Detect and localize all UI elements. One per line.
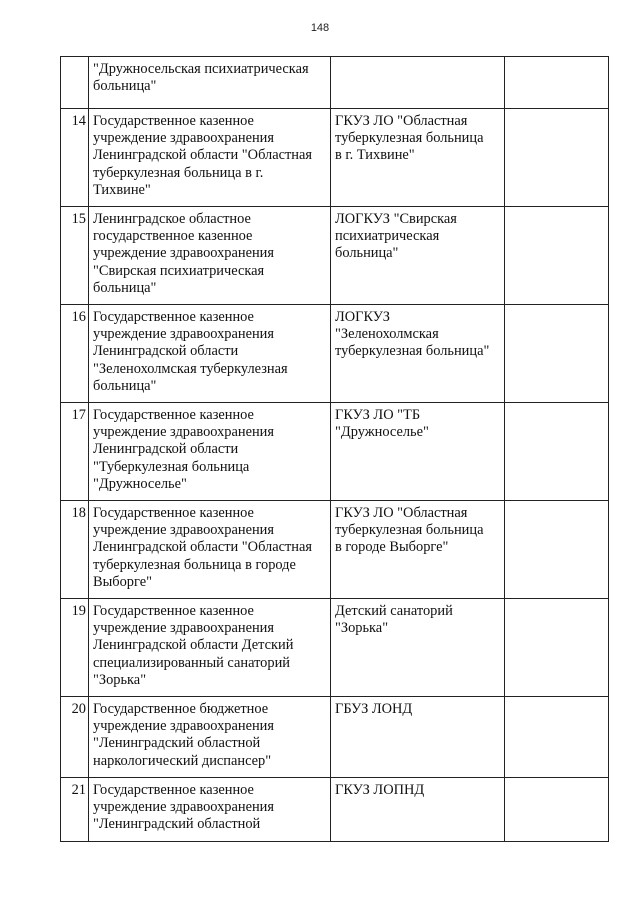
page-number: 148 (310, 22, 330, 34)
table-row (61, 207, 609, 305)
short-name-cell (331, 57, 505, 109)
full-name-cell (89, 403, 331, 501)
short-name-cell (331, 501, 505, 599)
row-number: 20 (61, 697, 89, 778)
row-number: 14 (61, 109, 89, 207)
full-name-cell (89, 305, 331, 403)
empty-cell (505, 403, 609, 501)
full-name-text: Государственное казенное учреждение здравоохранения Ленинградской области "Областная туберкулезная больница в городе Выборге" (93, 505, 312, 590)
short-name-text: ГКУЗ ЛОПНД (335, 782, 425, 798)
empty-cell (505, 599, 609, 697)
full-name-cell (89, 599, 331, 697)
short-name-text: Детский санаторий "Зорька" (335, 603, 453, 637)
full-name-cell (89, 57, 331, 109)
table-row (61, 109, 609, 207)
row-number: 19 (61, 599, 89, 697)
row-number: 17 (61, 403, 89, 501)
short-name-cell (331, 778, 505, 842)
full-name-cell (89, 697, 331, 778)
short-name-cell (331, 697, 505, 778)
institutions-table (60, 56, 609, 842)
row-number: 15 (61, 207, 89, 305)
short-name-cell (331, 109, 505, 207)
full-name-cell (89, 501, 331, 599)
short-name-text: ГБУЗ ЛОНД (335, 701, 413, 717)
short-name-text: ГКУЗ ЛО "Областная туберкулезная больница в г. Тихвине" (335, 113, 484, 164)
row-number: 16 (61, 305, 89, 403)
full-name-cell (89, 109, 331, 207)
full-name-text: "Дружносельская психиатрическая больница" (93, 61, 309, 95)
short-name-cell (331, 305, 505, 403)
full-name-cell (89, 207, 331, 305)
row-number (61, 57, 89, 109)
table-row (61, 403, 609, 501)
short-name-text: ЛОГКУЗ "Зеленохолмская туберкулезная больница" (335, 309, 490, 360)
short-name-cell (331, 403, 505, 501)
empty-cell (505, 501, 609, 599)
full-name-text: Государственное казенное учреждение здравоохранения Ленинградской области Детский специализированный санаторий "Зорька" (93, 603, 294, 688)
short-name-text: ГКУЗ ЛО "Областная туберкулезная больница в городе Выборге" (335, 505, 484, 556)
empty-cell (505, 109, 609, 207)
empty-cell (505, 778, 609, 842)
empty-cell (505, 57, 609, 109)
table-row (61, 697, 609, 778)
short-name-text: ГКУЗ ЛО "ТБ "Дружноселье" (335, 407, 429, 441)
full-name-text: Ленинградское областное государственное казенное учреждение здравоохранения "Свирская психиатрическая больница" (93, 211, 274, 296)
table-row (61, 57, 609, 109)
table-row (61, 305, 609, 403)
row-number: 21 (61, 778, 89, 842)
full-name-cell (89, 778, 331, 842)
full-name-text: Государственное казенное учреждение здравоохранения "Ленинградский областной (93, 782, 274, 833)
table-row (61, 599, 609, 697)
full-name-text: Государственное казенное учреждение здравоохранения Ленинградской области "Туберкулезная больница "Дружноселье" (93, 407, 274, 492)
empty-cell (505, 207, 609, 305)
table-row (61, 778, 609, 842)
row-number: 18 (61, 501, 89, 599)
full-name-text: Государственное бюджетное учреждение здравоохранения "Ленинградский областной наркологический диспансер" (93, 701, 274, 769)
empty-cell (505, 697, 609, 778)
full-name-text: Государственное казенное учреждение здравоохранения Ленинградской области "Зеленохолмская туберкулезная больница" (93, 309, 288, 394)
short-name-cell (331, 599, 505, 697)
empty-cell (505, 305, 609, 403)
short-name-cell (331, 207, 505, 305)
table-row (61, 501, 609, 599)
short-name-text: ЛОГКУЗ "Свирская психиатрическая больница" (335, 211, 457, 262)
full-name-text: Государственное казенное учреждение здравоохранения Ленинградской области "Областная туберкулезная больница в г. Тихвине" (93, 113, 312, 198)
